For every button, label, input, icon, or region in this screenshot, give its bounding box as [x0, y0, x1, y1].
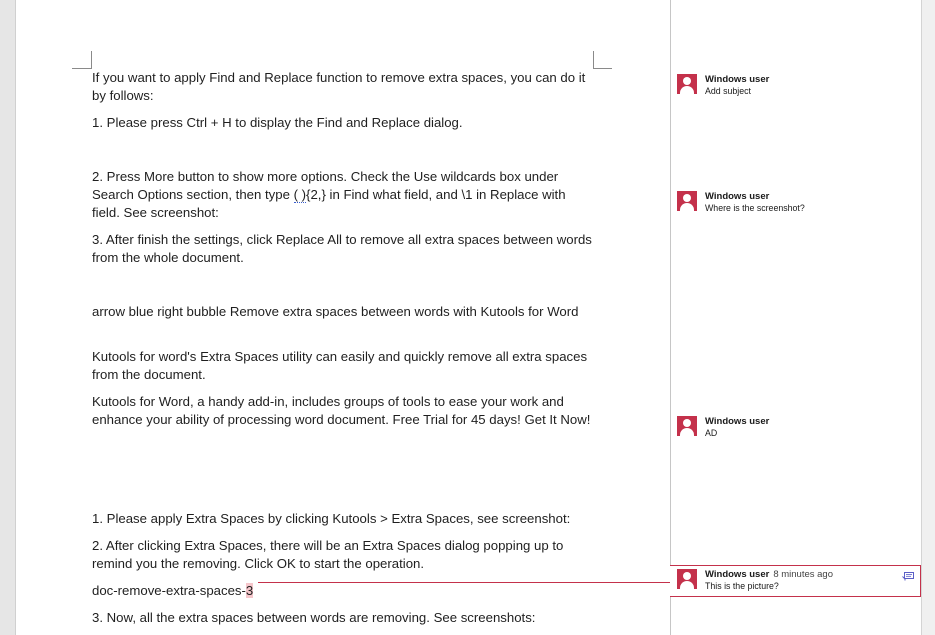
- commented-text-highlight[interactable]: 3: [245, 583, 254, 598]
- paragraph-kutools-ad[interactable]: Kutools for Word, a handy add-in, includes groups of tools to ease your work and enhance your ability of processing word document. Free Trial for 45 days! Get It Now!: [92, 394, 591, 427]
- comment-author: Windows user: [705, 74, 770, 85]
- comment-text: Where is the screenshot?: [705, 203, 805, 213]
- paragraph-kutools-step-1[interactable]: 1. Please apply Extra Spaces by clicking Kutools > Extra Spaces, see screenshot:: [92, 511, 571, 526]
- paragraph-step-2-text-b: {2,} in Find what field, and \1 in Replace with field. See screenshot:: [92, 187, 566, 220]
- margin-corner-top-left: [72, 51, 92, 69]
- paragraph-kutools-intro[interactable]: Kutools for word's Extra Spaces utility can easily and quickly remove all extra spaces from the document.: [92, 349, 588, 382]
- paragraph-kutools-step-3[interactable]: 3. Now, all the extra spaces between words are removing. See screenshots:: [92, 610, 536, 625]
- comment-author: [705, 569, 833, 581]
- comment-text: This is the picture?: [705, 581, 779, 591]
- comment-connector-line: [258, 582, 671, 583]
- wildcard-pattern: ( ): [293, 187, 307, 202]
- comment-author-name: Windows user: [705, 569, 770, 580]
- comment-4[interactable]: [677, 569, 915, 593]
- comment-author: Windows user: [705, 416, 770, 427]
- user-avatar-icon: [677, 191, 697, 211]
- comment-timestamp: 8 minutes ago: [773, 569, 833, 580]
- comment-1[interactable]: [677, 74, 915, 98]
- paragraph-step-2-text-a: 2. Press More button to show more options. Check the Use wildcards box under Search Options section, then type: [92, 169, 559, 202]
- reply-icon[interactable]: [902, 572, 914, 581]
- paragraph-step-2[interactable]: [92, 168, 592, 222]
- paragraph-intro[interactable]: If you want to apply Find and Replace function to remove extra spaces, you can do it by follows:: [92, 70, 586, 103]
- margin-corner-top-right: [593, 51, 612, 69]
- comment-author: Windows user: [705, 191, 770, 202]
- comment-2[interactable]: [677, 191, 915, 215]
- comment-3[interactable]: [677, 416, 915, 440]
- comment-text: Add subject: [705, 86, 751, 96]
- user-avatar-icon: [677, 74, 697, 94]
- paragraph-kutools-step-2[interactable]: 2. After clicking Extra Spaces, there will be an Extra Spaces dialog popping up to remind you the removing. Click OK to start the operation.: [92, 538, 564, 571]
- paragraph-step-3[interactable]: 3. After finish the settings, click Replace All to remove all extra spaces between words from the whole document.: [92, 232, 592, 265]
- paragraph-step-1[interactable]: 1. Please press Ctrl + H to display the Find and Replace dialog.: [92, 115, 463, 130]
- user-avatar-icon: [677, 569, 697, 589]
- paragraph-image-caption[interactable]: [92, 582, 592, 600]
- image-caption-text: doc-remove-extra-spaces-: [92, 583, 246, 598]
- section-heading-kutools[interactable]: arrow blue right bubble Remove extra spaces between words with Kutools for Word: [92, 304, 579, 319]
- window-right-edge: [921, 0, 935, 635]
- comment-text: AD: [705, 428, 718, 438]
- user-avatar-icon: [677, 416, 697, 436]
